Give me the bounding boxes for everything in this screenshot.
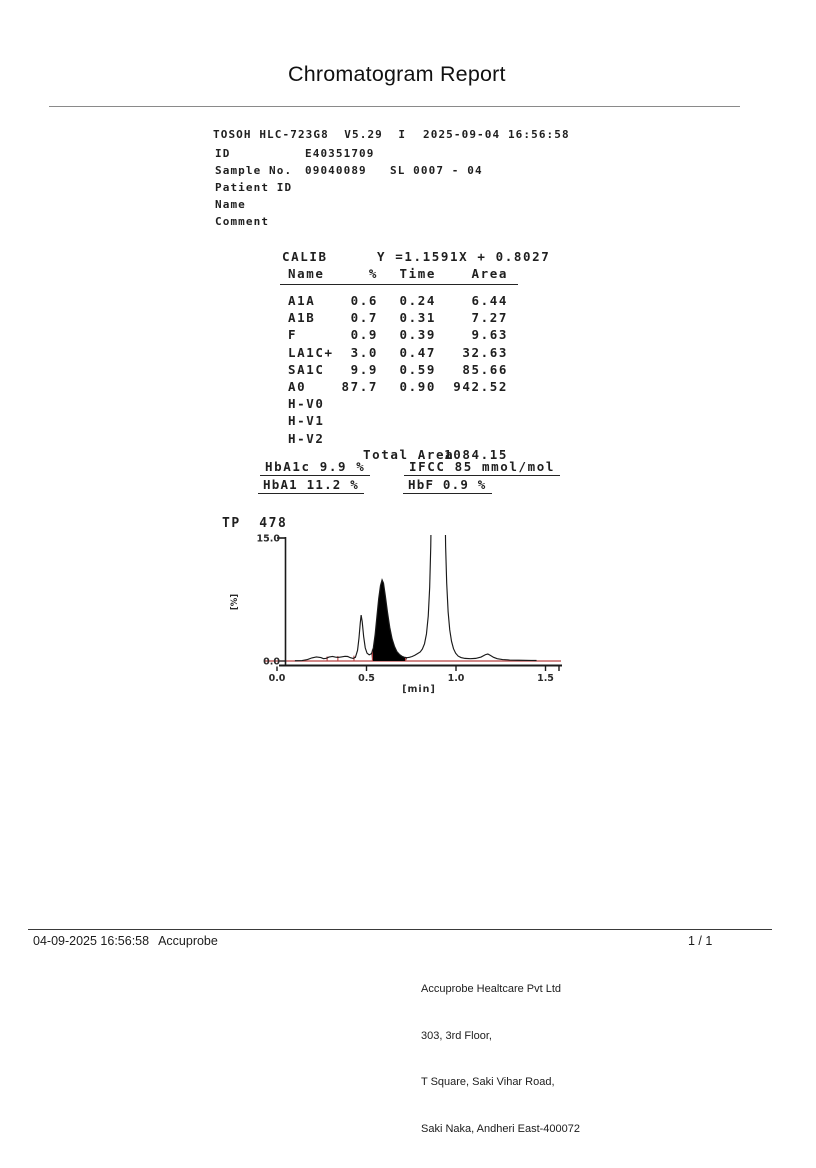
table-cell-time: 0.39 [399, 327, 436, 343]
field-value-id: E40351709 [305, 147, 375, 160]
table-cell-name: A1B [288, 310, 316, 326]
table-cell-name: H-V1 [288, 413, 325, 429]
table-cell-area: 85.66 [462, 361, 508, 377]
table-cell-area: 32.63 [462, 344, 508, 360]
address-line-2: 303, 3rd Floor, [421, 1029, 492, 1042]
footer-operator: Accuprobe [158, 934, 218, 948]
table-cell-pct: 87.7 [341, 379, 378, 394]
table-cell-area: 6.44 [471, 293, 508, 308]
chart-y-tick-label: 15.0 [256, 533, 280, 545]
table-cell-area: 942.52 [453, 379, 508, 394]
table-header-underline [280, 284, 518, 285]
table-cell-name: A0 [288, 379, 307, 394]
table-row [0, 397, 816, 412]
report-datetime: 2025-09-04 16:56:58 [423, 128, 570, 141]
table-row [0, 380, 816, 395]
result-ifcc: IFCC 85 mmol/mol [404, 460, 560, 476]
table-header-pct: % [368, 266, 378, 281]
header-divider [49, 106, 740, 107]
result-hbf: HbF 0.9 % [403, 478, 492, 494]
field-label-patient-id: Patient ID [215, 181, 293, 194]
table-cell-area: 7.27 [471, 310, 508, 326]
table-row [0, 432, 816, 447]
total-area-value: 1084.15 [444, 447, 508, 462]
table-header-area: Area [471, 266, 508, 281]
device-model: TOSOH HLC-723G8 V5.29 I [213, 128, 407, 141]
chromatogram-chart [210, 510, 580, 705]
footer-datetime: 04-09-2025 16:56:58 [33, 934, 150, 948]
footer-left [33, 934, 218, 948]
field-label-id: ID [215, 147, 231, 160]
table-cell-time: 0.90 [399, 379, 436, 394]
table-cell-name: SA1C [288, 361, 325, 377]
table-cell-pct: 0.6 [350, 293, 378, 308]
field-value-sample-no: 09040089 [305, 164, 367, 177]
table-row [0, 294, 816, 309]
address-line-3: T Square, Saki Vihar Road, [421, 1076, 555, 1088]
table-cell-name: LA1C+ [288, 344, 334, 360]
table-header-row [0, 267, 816, 282]
address-line-4: Saki Naka, Andheri East-400072 [421, 1122, 580, 1135]
chart-x-tick-label: 0.5 [358, 673, 375, 684]
table-row [0, 414, 816, 429]
address-line-1: Accuprobe Healtcare Pvt Ltd [421, 983, 562, 995]
chart-x-tick-label: 1.5 [537, 673, 554, 684]
table-cell-time: 0.59 [399, 361, 436, 377]
table-cell-name: H-V0 [288, 396, 325, 412]
page-title: Chromatogram Report [288, 62, 506, 86]
field-label-comment: Comment [215, 215, 270, 228]
chart-y-axis-title: [%] [230, 593, 240, 611]
calib-label: CALIB [282, 249, 328, 264]
table-cell-pct: 9.9 [350, 361, 378, 377]
table-row [0, 328, 816, 343]
chart-y-tick-label: 0.0 [263, 656, 280, 668]
chart-x-tick-label: 0.0 [268, 673, 286, 684]
table-row [0, 311, 816, 326]
chart-x-tick-label: 1.0 [447, 673, 465, 684]
field-label-sample-no: Sample No. [215, 164, 293, 177]
table-header-name: Name [288, 266, 325, 281]
table-header-time: Time [399, 266, 436, 281]
table-cell-name: H-V2 [288, 430, 325, 446]
result-hba1: HbA1 11.2 % [258, 478, 364, 494]
table-row [0, 363, 816, 378]
table-row [0, 346, 816, 361]
table-cell-time: 0.24 [399, 293, 436, 308]
footer-divider [28, 929, 772, 930]
table-cell-area: 9.63 [471, 327, 508, 343]
address-block [421, 951, 580, 1168]
total-area-label: Total Area [363, 447, 455, 462]
table-cell-time: 0.31 [399, 310, 436, 326]
total-points-label: TP 478 [222, 516, 288, 531]
calib-equation: Y =1.1591X + 0.8027 [377, 249, 551, 264]
chart-x-axis-title: [min] [402, 684, 436, 695]
result-hba1c: HbA1c 9.9 % [260, 460, 370, 476]
table-cell-name: A1A [288, 293, 316, 308]
field-label-name: Name [215, 198, 246, 211]
table-cell-pct: 0.9 [350, 327, 378, 343]
page-number: 1 / 1 [688, 934, 713, 948]
table-cell-time: 0.47 [399, 344, 436, 360]
table-cell-pct: 3.0 [350, 344, 378, 360]
table-cell-name: F [288, 327, 298, 343]
table-cell-pct: 0.7 [350, 310, 378, 326]
field-extra-sample-lot: SL 0007 - 04 [390, 164, 483, 177]
